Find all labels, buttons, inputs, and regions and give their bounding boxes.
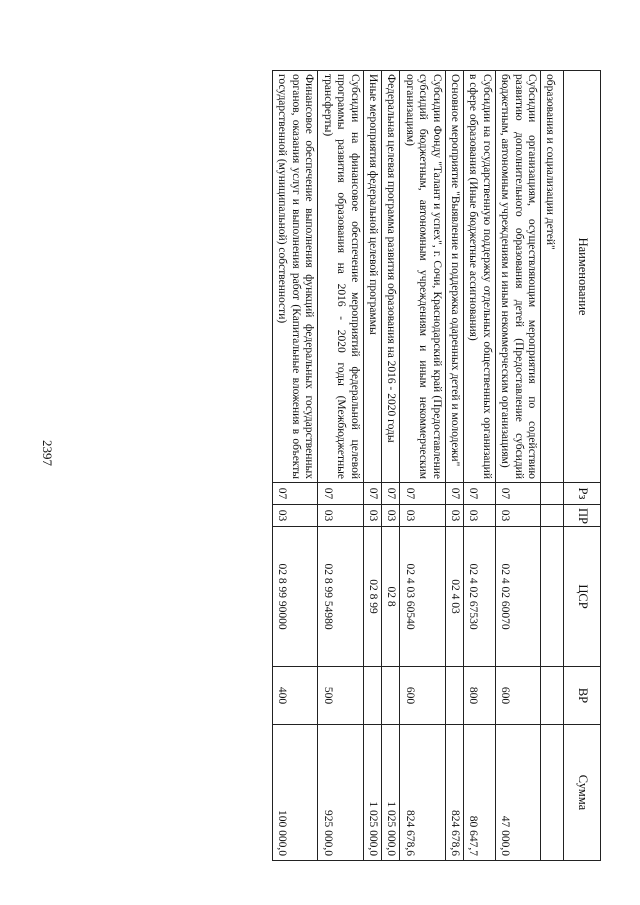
table-row (273, 71, 318, 861)
row-rz: 07 (381, 483, 399, 505)
row-rz: 07 (363, 483, 381, 505)
row-vr: 400 (273, 667, 318, 725)
row-rz: 07 (400, 483, 445, 505)
row-rz: 07 (445, 483, 463, 505)
table-header-row (564, 71, 601, 861)
table-row (463, 71, 495, 861)
row-csr: 02 4 03 60540 (400, 527, 445, 667)
row-pr: 03 (463, 505, 495, 527)
header-csr: ЦСР (564, 527, 601, 667)
row-pr: 03 (400, 505, 445, 527)
header-sum: Сумма (564, 725, 601, 861)
table-row-continuation (541, 71, 564, 861)
row-rz: 07 (495, 483, 540, 505)
row-name: Финансовое обеспечение выполнения функций федеральных государственных органов, оказания услуг и выполнения работ (Капитальные вложения в объекты государственной (муниципальной) собственности) (273, 71, 318, 483)
row-name: Иные мероприятия федеральной целевой программы (363, 71, 381, 483)
row-csr: 02 4 02 67530 (463, 527, 495, 667)
header-rz: Рз (564, 483, 601, 505)
row-name: Субсидии на финансовое обеспечение мероприятий федеральной целевой программы развития образования на 2016 - 2020 годы (Межбюджетные трансферты) (318, 71, 363, 483)
row-csr: 02 4 02 60070 (495, 527, 540, 667)
row-vr: 500 (318, 667, 363, 725)
header-vr: ВР (564, 667, 601, 725)
row-rz: 07 (318, 483, 363, 505)
continuation-text: образования и социализации детей" (541, 71, 564, 483)
row-pr: 03 (495, 505, 540, 527)
row-pr: 03 (363, 505, 381, 527)
row-rz: 07 (463, 483, 495, 505)
row-pr: 03 (445, 505, 463, 527)
table-row (400, 71, 445, 861)
row-vr: 600 (400, 667, 445, 725)
header-pr: ПР (564, 505, 601, 527)
table-row (381, 71, 399, 861)
row-pr: 03 (273, 505, 318, 527)
page-number: 2397 (40, 440, 55, 466)
row-name: Субсидии на государственную поддержку отдельных общественных организаций в сфере образования (Иные бюджетные ассигнования) (463, 71, 495, 483)
row-csr: 02 4 03 (445, 527, 463, 667)
row-name: Субсидии Фонду "Талант и успех", г. Сочи, Краснодарский край (Предоставление субсидий бюджетным, автономным учреждениям и иным некоммерческим организациям) (400, 71, 445, 483)
row-name: Федеральная целевая программа развития образования на 2016 - 2020 годы (381, 71, 399, 483)
budget-table (272, 70, 601, 861)
row-csr: 02 8 99 90000 (273, 527, 318, 667)
row-sum: 80 647,7 (463, 725, 495, 861)
table-row (495, 71, 540, 861)
row-sum: 824 678,6 (400, 725, 445, 861)
row-vr (381, 667, 399, 725)
row-vr: 600 (495, 667, 540, 725)
row-sum: 100 000,0 (273, 725, 318, 861)
table-row (363, 71, 381, 861)
row-name: Основное мероприятие "Выявление и поддержка одаренных детей и молодежи" (445, 71, 463, 483)
row-vr (445, 667, 463, 725)
row-sum: 925 000,0 (318, 725, 363, 861)
row-rz: 07 (273, 483, 318, 505)
row-sum: 1 025 000,0 (363, 725, 381, 861)
table-row (318, 71, 363, 861)
row-sum: 1 025 000,0 (381, 725, 399, 861)
row-pr: 03 (318, 505, 363, 527)
row-name: Субсидии организациям, осуществляющим мероприятия по содействию развитию дополнительного образования детей (Предоставление субсидий бюджетным, автономным учреждениям и иным некоммерческим организациям) (495, 71, 540, 483)
row-sum: 47 000,0 (495, 725, 540, 861)
row-csr: 02 8 99 (363, 527, 381, 667)
row-vr: 800 (463, 667, 495, 725)
row-pr: 03 (381, 505, 399, 527)
table-row (445, 71, 463, 861)
header-name: Наименование (564, 71, 601, 483)
row-sum: 824 678,6 (445, 725, 463, 861)
budget-table-rotated (73, 70, 601, 860)
row-vr (363, 667, 381, 725)
row-csr: 02 8 (381, 527, 399, 667)
row-csr: 02 8 99 54980 (318, 527, 363, 667)
